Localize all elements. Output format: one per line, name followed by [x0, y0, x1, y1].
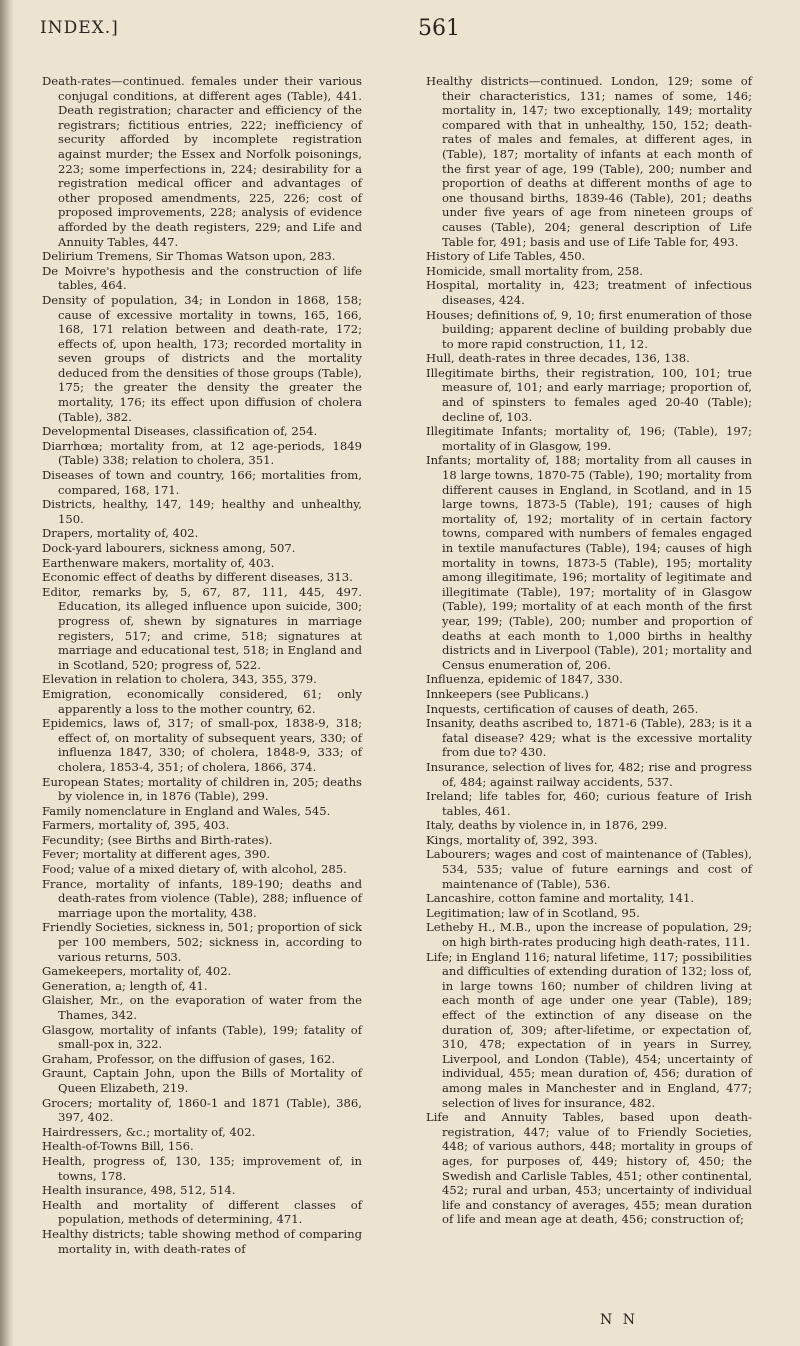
index-entry: Hospital, mortality in, 423; treatment of infectious diseases, 424. — [426, 278, 752, 307]
index-entry: Fever; mortality at different ages, 390. — [42, 847, 271, 862]
index-entry: Illegitimate births, their registration, 100, 101; true measure of, 101; and early marriage; proportion of, and of spinsters to females aged 20-40 (Table); decline of, 103. — [426, 365, 752, 424]
index-entry: Graham, Professor, on the diffusion of gases, 162. — [42, 1051, 336, 1066]
index-entry: Hairdressers, &c.; mortality of, 402. — [42, 1124, 256, 1139]
index-entry: History of Life Tables, 450. — [426, 249, 586, 264]
index-entry: France, mortality of infants, 189-190; deaths and death-rates from violence (Table), 288; influence of marriage upon the mortality, 438. — [42, 876, 362, 920]
index-entry: European States; mortality of children in, 205; deaths by violence in, in 1876 (Table), 299. — [42, 774, 362, 804]
index-entry: Glasgow, mortality of infants (Table), 199; fatality of small-pox in, 322. — [42, 1022, 362, 1052]
index-entry: Graunt, Captain John, upon the Bills of Mortality of Queen Elizabeth, 219. — [42, 1066, 362, 1095]
index-entry: Influenza, epidemic of 1847, 330. — [426, 672, 623, 687]
index-entry: Ireland; life tables for, 460; curious feature of Irish tables, 461. — [426, 789, 752, 818]
index-entry: Generation, a; length of, 41. — [42, 978, 208, 993]
index-entry: Drapers, mortality of, 402. — [42, 526, 199, 541]
index-entry: Food; value of a mixed dietary of, with alcohol, 285. — [42, 862, 347, 877]
index-entry: Family nomenclature in England and Wales, 545. — [42, 803, 331, 818]
index-entry: Districts, healthy, 147, 149; healthy and unhealthy, 150. — [42, 497, 362, 526]
index-entry: Life; in England 116; natural lifetime, 117; possibilities and difficulties of extending duration of 132; loss of, in large towns 160; number of children living at each month of age under one year (Table), 189; effect of the extinction of any disease on the duration of, 309; after-lifetime, or expectation of, 310, 478; expectation of in years in Surrey, Liverpool, and London (Table), 454; uncertainty of individual, 455; mean duration of, 456; duration of among males in Manchester and in England, 477; selection of lives for insurance, 482. — [426, 949, 752, 1110]
index-entry: Hull, death-rates in three decades, 136, 138. — [426, 351, 690, 366]
index-entry: Glaisher, Mr., on the evaporation of water from the Thames, 342. — [42, 993, 362, 1022]
index-entry: Italy, deaths by violence in, in 1876, 299. — [426, 818, 668, 833]
index-entry: Gamekeepers, mortality of, 402. — [42, 964, 232, 979]
index-entry: Infants; mortality of, 188; mortality from all causes in 18 large towns, 1870-75 (Table), 190; mortality from different causes in England, in Scotland, and in 15 large towns, 1873-5 (Table), 191; causes of high mortality of, 192; mortality of in certain factory towns, compared with numbers of females engaged in textile manufactures (Table), 194; causes of high mortality in towns, 1873-5 (Table), 195; mortality among illegitimate, 196; mortality of legitimate and illegitimate (Table), 197; mortality of in Glasgow (Table), 199; mortality of at each month of the first year, 199; (Table), 200; number and proportion of deaths at each month to 1,000 births in healthy districts and in Liverpool (Table), 201; mortality and Census enumeration of, 206. — [426, 453, 752, 672]
index-entry: Developmental Diseases, classification of, 254. — [42, 424, 318, 439]
index-entry: Life and Annuity Tables, based upon death-registration, 447; value of to Friendly Societies, 448; of various authors, 448; mortality in groups of ages, for purposes of, 449; history of, 450; the Swedish and Carlisle Tables, 451; other continental, 452; rural and urban, 453; uncertainty of individual life and constancy of averages, 455; mean duration of life and mean age at death, 456; construction of; — [426, 1110, 752, 1227]
index-entry: Elevation in relation to cholera, 343, 355, 379. — [42, 672, 317, 687]
index-entry: Health insurance, 498, 512, 514. — [42, 1183, 236, 1198]
index-entry: Innkeepers (see Publicans.) — [426, 686, 589, 701]
page-header — [40, 12, 760, 52]
index-entry: Dock-yard labourers, sickness among, 507. — [42, 541, 296, 555]
index-entry: Homicide, small mortality from, 258. — [426, 263, 643, 278]
index-entry: Economic effect of deaths by different diseases, 313. — [42, 570, 353, 585]
index-entry: Healthy districts; table showing method of comparing mortality in, with death-rates of — [42, 1226, 362, 1256]
index-entry: Diseases of town and country, 166; mortalities from, compared, 168, 171. — [42, 468, 362, 497]
index-entry: Inquests, certification of causes of death, 265. — [426, 701, 699, 716]
index-entry: Grocers; mortality of, 1860-1 and 1871 (Table), 386, 397, 402. — [42, 1095, 362, 1125]
index-entry: Death-rates—continued. females under their various conjugal conditions, at different ages (Table), 441. Death registration; character and efficiency of the registrars; fictitious entries, 222; inefficiency of security afforded by incomplete registration against murder; the Essex and Norfolk poisonings, 223; some imperfections in, 224; desirability for a registration medical officer and advantages of other proposed amendments, 225, 226; cost of proposed improvements, 228; analysis of evidence afforded by the death registers, 229; and Life and Annuity Tables, 447. — [42, 74, 362, 249]
index-entry: Letheby H., M.B., upon the increase of population, 29; on high birth-rates producing high death-rates, 111. — [426, 920, 752, 950]
index-entry: Density of population, 34; in London in 1868, 158; cause of excessive mortality in towns, 165, 166, 168, 171 relation between and death-rate, 172; effects of, upon health, 173; recorded mortality in seven groups of districts and the mortality deduced from the densities of those groups (Table), 175; the greater the density the greater the mortality, 176; its effect upon diffusion of cholera (Table), 382. — [42, 292, 362, 424]
index-entry: Lancashire, cotton famine and mortality, 141. — [426, 891, 695, 906]
index-entry: Labourers; wages and cost of maintenance of (Tables), 534, 535; value of future earnings and cost of maintenance of (Table), 536. — [426, 847, 752, 891]
index-entry: Illegitimate Infants; mortality of, 196; (Table), 197; mortality of in Glasgow, 199. — [426, 424, 752, 453]
index-entry: Epidemics, laws of, 317; of small-pox, 1838-9, 318; effect of, on mortality of subsequent years, 330; of influenza 1847, 330; of cholera, 1848-9, 333; of cholera, 1853-4, 351; of cholera, 1866, 374. — [42, 716, 362, 774]
index-entry: Emigration, economically considered, 61; only apparently a loss to the mother country, 62. — [42, 686, 362, 716]
page-number: 561 — [418, 16, 460, 41]
index-entry: Insurance, selection of lives for, 482; rise and progress of, 484; against railway accidents, 537. — [426, 759, 752, 789]
signature-mark: N N — [600, 1312, 638, 1328]
page-gutter-shadow — [0, 0, 14, 1346]
index-entry: De Moivre's hypothesis and the construction of life tables, 464. — [42, 263, 362, 293]
index-entry: Kings, mortality of, 392, 393. — [426, 832, 598, 847]
index-entry: Health and mortality of different classes of population, methods of determining, 471. — [42, 1197, 362, 1227]
index-entry: Insanity, deaths ascribed to, 1871-6 (Table), 283; is it a fatal disease? 429; what is the excessive mortality from due to? 430. — [426, 716, 752, 760]
index-entry: Farmers, mortality of, 395, 403. — [42, 818, 230, 833]
index-column-left — [42, 74, 362, 1256]
index-entry: Diarrhœa; mortality from, at 12 age-periods, 1849 (Table) 338; relation to cholera, 351. — [42, 438, 362, 468]
index-entry: Health-of-Towns Bill, 156. — [42, 1139, 194, 1154]
index-entry: Health, progress of, 130, 135; improvement of, in towns, 178. — [42, 1153, 362, 1183]
index-entry: Earthenware makers, mortality of, 403. — [42, 555, 275, 570]
index-column-right — [426, 74, 752, 1227]
index-entry: Editor, remarks by, 5, 67, 87, 111, 445, 497. Education, its alleged influence upon suicide, 300; progress of, shewn by signatures in marriage registers, 517; and crime, 518; signatures at marriage and educational test, 518; in England and in Scotland, 520; progress of, 522. — [42, 584, 362, 672]
index-entry: Houses; definitions of, 9, 10; first enumeration of those building; apparent decline of building probably due to more rapid construction, 11, 12. — [426, 307, 752, 351]
index-entry: Friendly Societies, sickness in, 501; proportion of sick per 100 members, 502; sickness in, according to various returns, 503. — [42, 920, 362, 964]
index-entry: Legitimation; law of in Scotland, 95. — [426, 905, 640, 920]
running-head: INDEX.] — [40, 18, 119, 38]
index-entry: Fecundity; (see Births and Birth-rates). — [42, 832, 273, 847]
index-entry: Healthy districts—continued. London, 129; some of their characteristics, 131; names of some, 146; mortality in, 147; two exceptionally, 149; mortality compared with that in unhealthy, 150, 152; death-rates of males and females, at different ages, in (Table), 187; mortality of infants at each month of the first year of age, 199 (Table), 200; number and proportion of deaths at different months of age to one thousand births, 1839-46 (Table), 201; deaths under five years of age from nineteen groups of causes (Table), 204; general description of Life Table for, 491; basis and use of Life Table for, 493. — [426, 74, 752, 249]
index-entry: Delirium Tremens, Sir Thomas Watson upon, 283. — [42, 249, 336, 264]
